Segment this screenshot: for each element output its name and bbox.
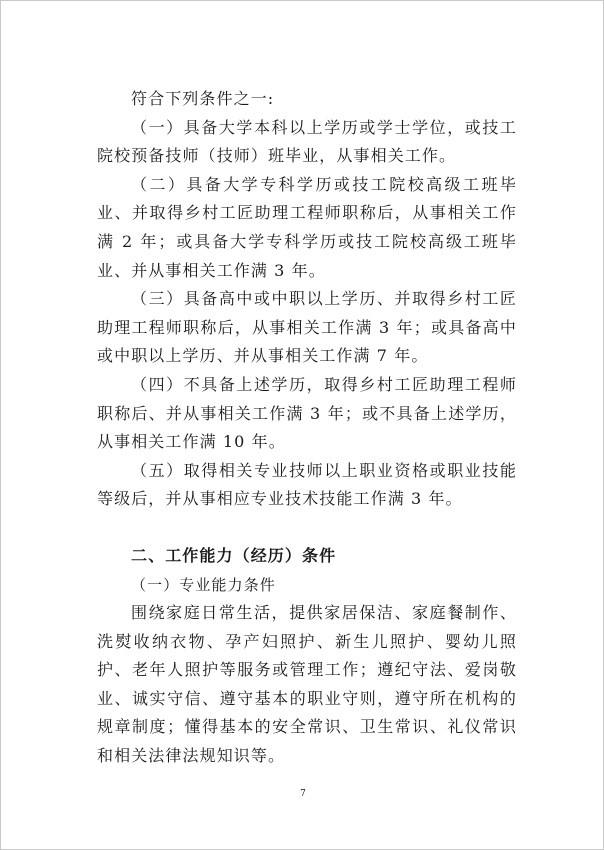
condition-item-4: （四）不具备上述学历，取得乡村工匠助理工程师职称后、并从事相关工作满 3 年；或不具备上述学历，从事相关工作满 10 年。	[97, 374, 517, 452]
intro-paragraph: 符合下列条件之一:	[131, 89, 275, 108]
subsection-heading: （一）专业能力条件	[131, 575, 276, 594]
section-gap	[97, 514, 517, 542]
body-paragraph: 围绕家庭日常生活，提供家居保洁、家庭餐制作、洗熨收纳衣物、孕产妇照护、新生儿照护、婴幼儿照护、老年人照护等服务或管理工作；遵纪守法、爱岗敬业、诚实守信、遵守基本的职业守则，遵守所在机构的规章制度；懂得基本的安全常识、卫生常识、礼仪常识和相关法律法规知识等。	[97, 603, 517, 766]
condition-item-3: （三）具备高中或中职以上学历、并取得乡村工匠助理工程师职称后，从事相关工作满 3 年；或具备高中或中职以上学历、并从事相关工作满 7 年。	[97, 289, 517, 366]
section-heading: 二、工作能力（经历）条件	[131, 545, 337, 565]
page-content	[97, 85, 517, 771]
condition-item-5: （五）取得相关专业技师以上职业资格或职业技能等级后，并从事相应专业技术技能工作满 3 年。	[97, 460, 517, 509]
condition-item-2: （二）具备大学专科学历或技工院校高级工班毕业、并取得乡村工匠助理工程师职称后，从事相关工作满 2 年；或具备大学专科学历或技工院校高级工班毕业、并从事相关工作满 3 年。	[97, 174, 517, 280]
condition-item-1: （一）具备大学本科以上学历或学士学位，或技工院校预备技师（技师）班毕业，从事相关工作。	[97, 117, 517, 166]
page-number: 7	[300, 789, 306, 799]
